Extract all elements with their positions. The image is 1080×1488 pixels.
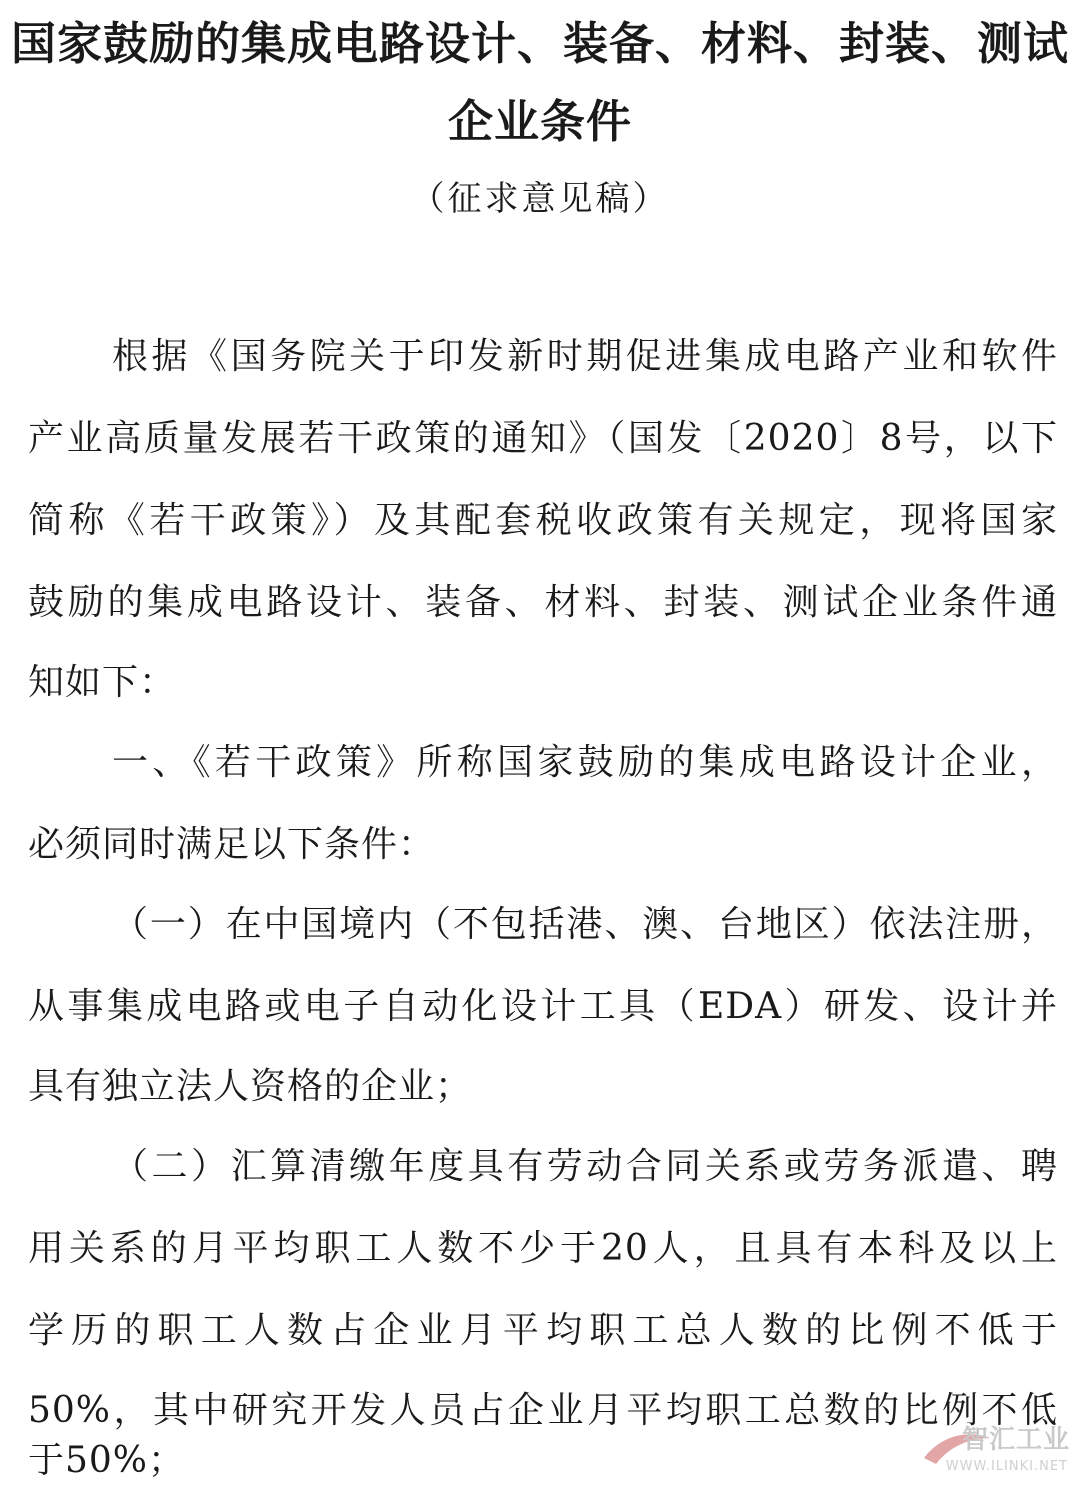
body-line-15: 于50%； [28, 1440, 186, 1481]
body-line-12: 用关系的月平均职工人数不少于20人，且具有本科及以上 [28, 1228, 1058, 1269]
body-line-8: （一）在中国境内（不包括港、澳、台地区）依法注册， [112, 904, 1058, 945]
body-line-5: 知如下： [28, 662, 177, 703]
body-line-6: 一、《若干政策》所称国家鼓励的集成电路设计企业， [112, 742, 1058, 783]
body-line-7: 必须同时满足以下条件： [28, 824, 436, 865]
document-subtitle: （征求意见稿） [410, 179, 670, 219]
document-title-line-1: 国家鼓励的集成电路设计、装备、材料、封装、测试 [10, 17, 1069, 70]
body-line-2: 产业高质量发展若干政策的通知》（国发〔2020〕8号，以下 [28, 418, 1058, 459]
watermark-url: WWW.ILINKI.NET [945, 1459, 1068, 1474]
document-title-line-2: 企业条件 [447, 95, 632, 148]
watermark [924, 1422, 1074, 1482]
body-line-14: 50%，其中研究开发人员占企业月平均职工总数的比例不低 [28, 1390, 1058, 1431]
body-line-1: 根据《国务院关于印发新时期促进集成电路产业和软件 [112, 336, 1058, 377]
body-line-11: （二）汇算清缴年度具有劳动合同关系或劳务派遣、聘 [112, 1146, 1058, 1187]
body-line-13: 学历的职工人数占企业月平均职工总人数的比例不低于 [28, 1310, 1058, 1351]
body-line-9: 从事集成电路或电子自动化设计工具（EDA）研发、设计并 [28, 986, 1058, 1027]
body-line-3: 简称《若干政策》）及其配套税收政策有关规定，现将国家 [28, 500, 1058, 541]
body-line-10: 具有独立法人资格的企业； [28, 1066, 473, 1107]
watermark-brand: 智汇工业 [961, 1425, 1070, 1455]
body-line-4: 鼓励的集成电路设计、装备、材料、封装、测试企业条件通 [28, 582, 1058, 623]
